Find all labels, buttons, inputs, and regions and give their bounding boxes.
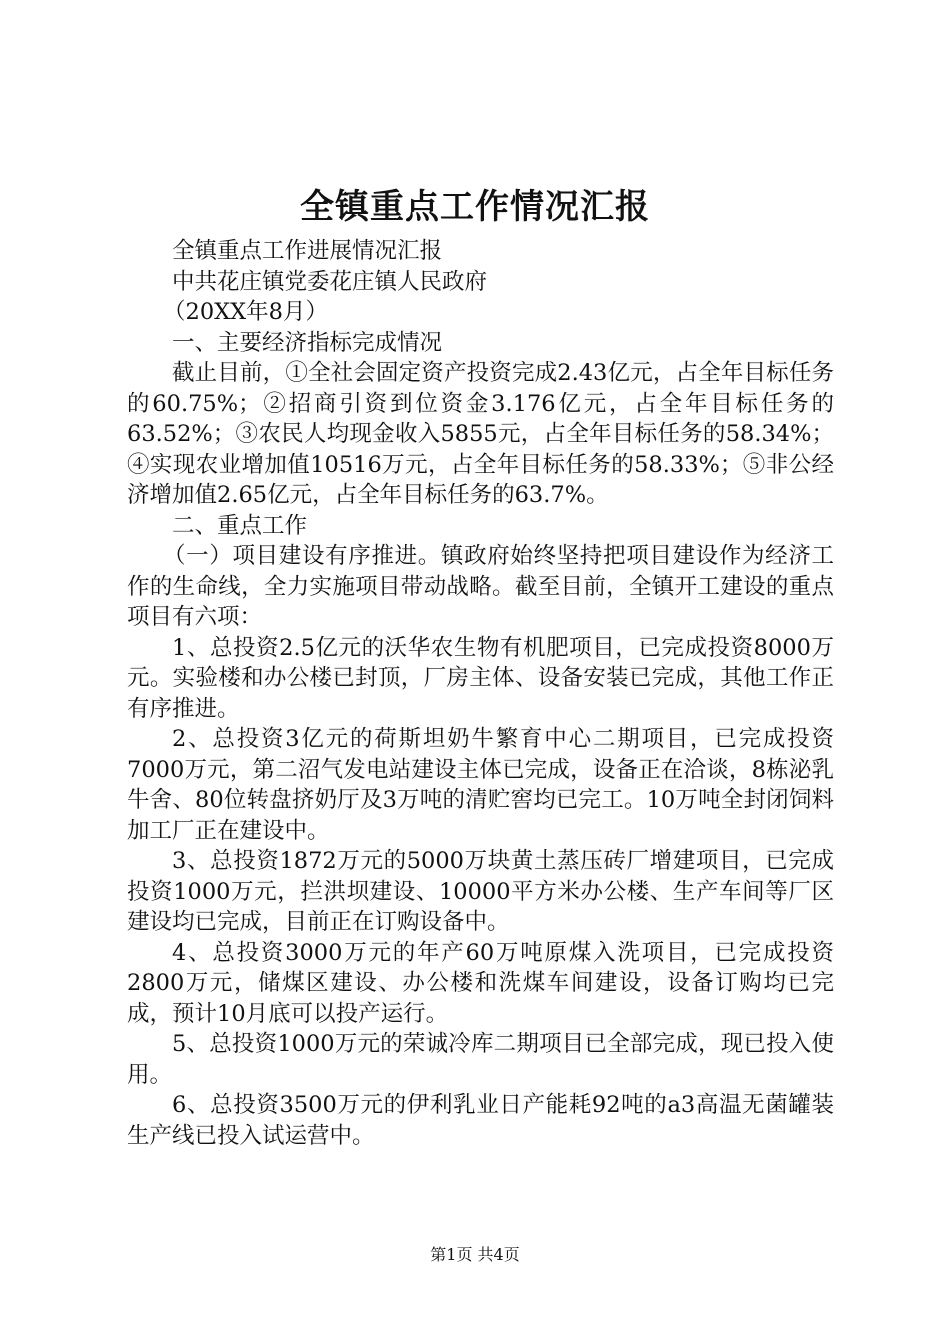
paragraph-project-1: 1、总投资2.5亿元的沃华农生物有机肥项目，已完成投资8000万元。实验楼和办公楼已封顶，厂房主体、设备安装已完成，其他工作正有序推进。 (127, 634, 834, 722)
section-heading-indicators: 一、主要经济指标完成情况 (172, 329, 443, 356)
paragraph-project-6: 6、总投资3500万元的伊利乳业日产能耗92吨的a3高温无菌罐装生产线已投入试运营中。 (127, 1092, 834, 1149)
paragraph-project-3: 3、总投资1872万元的5000万块黄土蒸压砖厂增建项目，已完成投资1000万元，拦洪坝建设、10000平方米办公楼、生产车间等厂区建设均已完成，目前正在订购设备中。 (127, 848, 834, 935)
paragraph-project-5: 5、总投资1000万元的荣诚冷库二期项目已全部完成，现已投入使用。 (127, 1031, 834, 1088)
paragraph-date: （20XX年8月） (163, 299, 328, 325)
document-title: 全镇重点工作情况汇报 (300, 187, 650, 227)
page-footer: 第1页 共4页 (430, 1245, 520, 1264)
document-body (127, 236, 834, 1151)
paragraph-subtitle: 全镇重点工作进展情况汇报 (172, 238, 443, 264)
paragraph-project-2: 2、总投资3亿元的荷斯坦奶牛繁育中心二期项目，已完成投资7000万元，第二沼气发电站建设主体已完成，设备正在洽谈，8栋泌乳牛舍、80位转盘挤奶厅及3万吨的清贮窖均已完工。10万吨全封闭饲料加工厂正在建设中。 (127, 726, 834, 844)
section-heading-key-work: 二、重点工作 (172, 512, 308, 539)
paragraph-project-4: 4、总投资3000万元的年产60万吨原煤入洗项目，已完成投资2800万元，储煤区建设、办公楼和洗煤车间建设，设备订购均已完成，预计10月底可以投产运行。 (127, 939, 834, 1027)
paragraph-project-intro: （一）项目建设有序推进。镇政府始终坚持把项目建设作为经济工作的生命线，全力实施项目带动战略。截至目前，全镇开工建设的重点项目有六项： (127, 543, 834, 630)
paragraph-issuer: 中共花庄镇党委花庄镇人民政府 (172, 268, 488, 295)
paragraph-indicators: 截止目前，①全社会固定资产投资完成2.43亿元，占全年目标任务的60.75%；②招商引资到位资金3.176亿元，占全年目标任务的63.52%；③农民人均现金收入5855元，占全年目标任务的58.34%；④实现农业增加值10516万元，占全年目标任务的58.33%；⑤非公经济增加值2.65亿元，占全年目标任务的63.7%。 (127, 360, 834, 508)
